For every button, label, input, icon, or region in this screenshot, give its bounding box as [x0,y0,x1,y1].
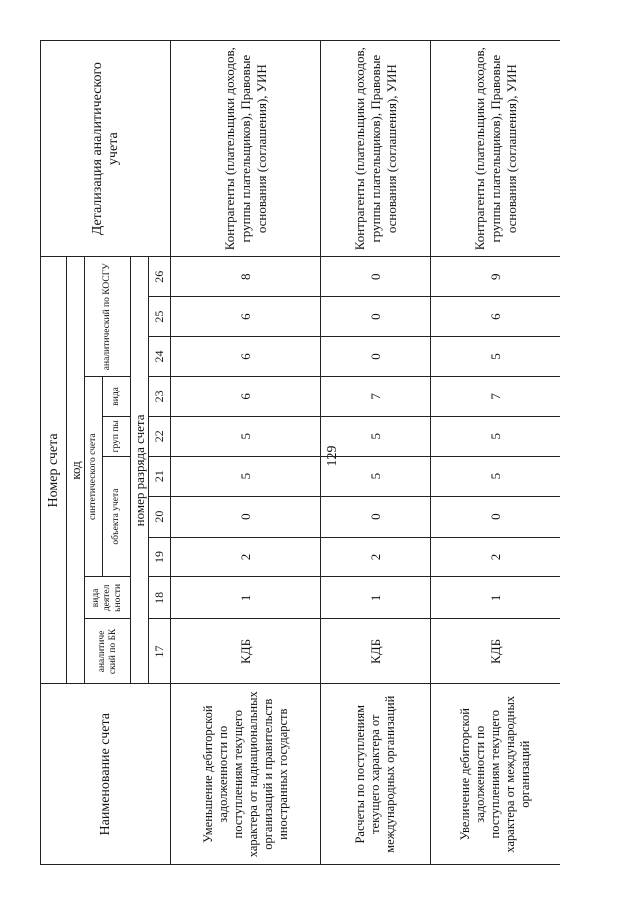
cell-bk: КДБ [431,619,561,684]
header-analytic-kosgu: аналитический по КОСГУ [85,257,131,377]
cell-24: 0 [321,337,431,377]
cell-25: 6 [431,297,561,337]
cell-bk: КДБ [321,619,431,684]
cell-18: 1 [431,577,561,619]
cell-23: 6 [171,376,321,416]
account-name: Увеличение дебиторской задолженности по поступлениям текущего характера от международных организаций [431,684,561,865]
header-account-object: объекта учета [103,456,131,577]
rotated-table-container [40,40,560,865]
account-name: Уменьшение дебиторской задолженности по поступлениям текущего характера от наднациональных организаций и правительств иностранных государств [171,684,321,865]
digit-23: 23 [149,376,171,416]
cell-18: 1 [321,577,431,619]
header-activity: вида деятел ьности [85,577,131,619]
cell-20: 0 [431,496,561,537]
cell-26: 9 [431,257,561,297]
cell-bk: КДБ [171,619,321,684]
cell-19: 2 [431,537,561,577]
header-detail: Детализация аналитического учета [41,41,171,257]
cell-23: 7 [431,376,561,416]
rotated-table-frame [40,40,560,865]
cell-detail: Контрагенты (плательщики доходов, группы плательщиков), Правовые основания (соглашения), УИН [431,41,561,257]
cell-detail: Контрагенты (плательщики доходов, группы плательщиков), Правовые основания (соглашения), УИН [171,41,321,257]
digit-24: 24 [149,337,171,377]
table-row [321,41,431,865]
cell-20: 0 [321,496,431,537]
header-code: код [67,257,85,684]
digit-25: 25 [149,297,171,337]
table-row [171,41,321,865]
cell-22: 5 [431,416,561,456]
cell-19: 2 [171,537,321,577]
cell-19: 2 [321,537,431,577]
digit-21: 21 [149,456,171,496]
header-group: груп пы [103,416,131,456]
table-row [431,41,561,865]
page-number: 129 [325,445,340,467]
cell-18: 1 [171,577,321,619]
account-name: Расчеты по поступлениям текущего характера от международных организаций [321,684,431,865]
cell-21: 5 [171,456,321,496]
cell-25: 6 [171,297,321,337]
digit-26: 26 [149,257,171,297]
cell-24: 5 [431,337,561,377]
header-digit-number: номер разряда счета [131,257,149,684]
cell-23: 7 [321,376,431,416]
cell-20: 0 [171,496,321,537]
cell-21: 5 [431,456,561,496]
header-synthetic: синтетического счета [85,376,103,576]
digit-20: 20 [149,496,171,537]
header-kind: вида [103,376,131,416]
digit-19: 19 [149,537,171,577]
cell-26: 8 [171,257,321,297]
header-analytic-bk: аналитиче ский по БК [85,619,131,684]
cell-detail: Контрагенты (плательщики доходов, группы плательщиков), Правовые основания (соглашения), УИН [321,41,431,257]
cell-22: 5 [171,416,321,456]
digit-18: 18 [149,577,171,619]
cell-22: 5 [321,416,431,456]
header-account-name: Наименование счета [41,684,171,865]
cell-24: 6 [171,337,321,377]
cell-25: 0 [321,297,431,337]
header-account-number: Номер счета [41,257,67,684]
digit-17: 17 [149,619,171,684]
cell-26: 0 [321,257,431,297]
digit-22: 22 [149,416,171,456]
cell-21: 5 [321,456,431,496]
accounts-table [40,40,560,865]
